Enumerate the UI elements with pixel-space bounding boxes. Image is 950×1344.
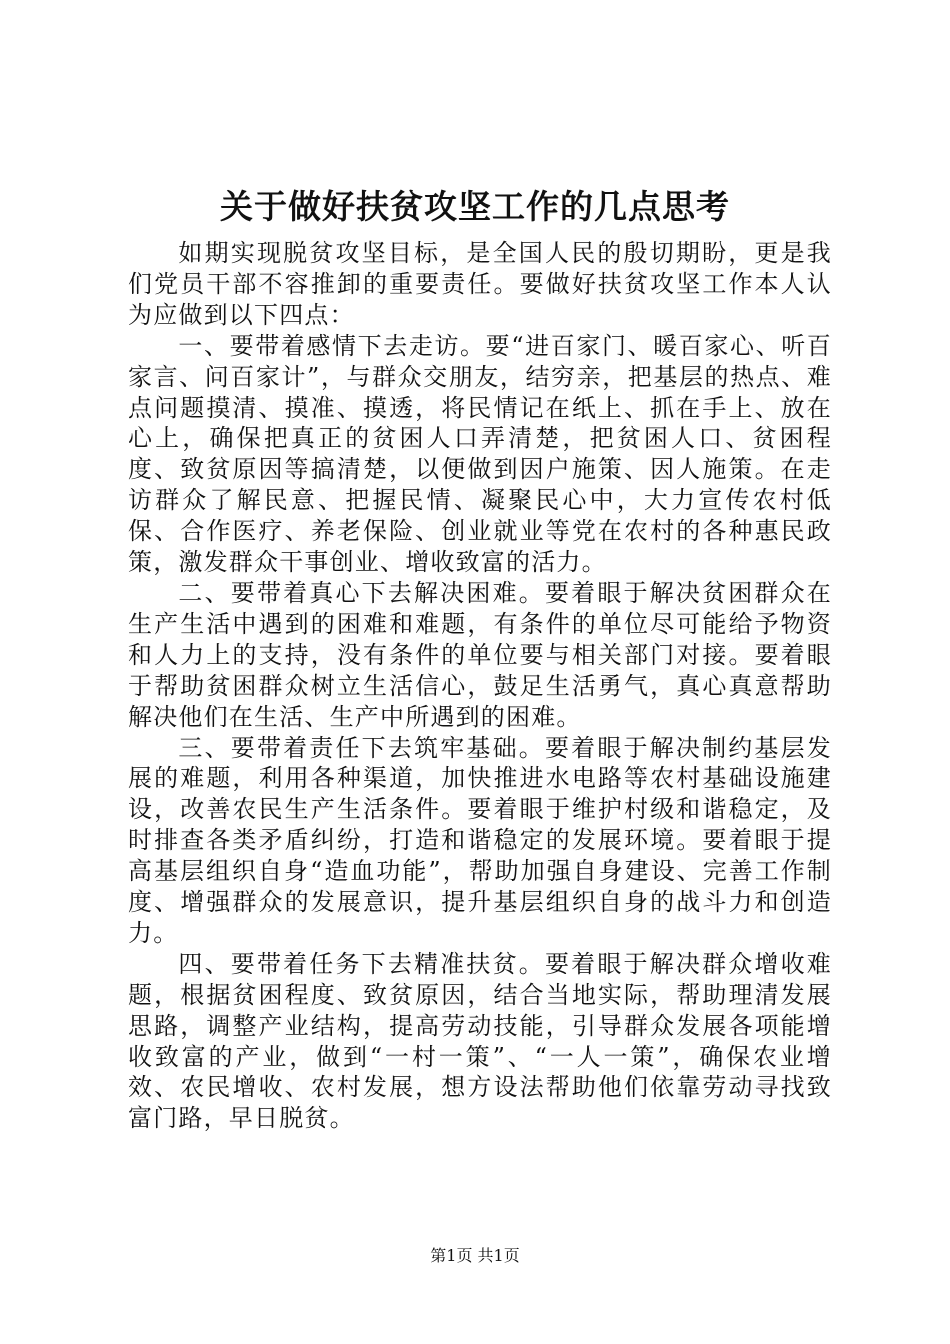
paragraph-point-1: 一、要带着感情下去走访。要“进百家门、暖百家心、听百家言、问百家计”，与群众交朋友，结穷亲，把基层的热点、难点问题摸清、摸准、摸透，将民情记在纸上、抓在手上、放在心上，确保把真正的贫困人口弄清楚，把贫困人口、贫困程度、致贫原因等搞清楚，以便做到因户施策、因人施策。在走访群众了解民意、把握民情、凝聚民心中，大力宣传农村低保、合作医疗、养老保险、创业就业等党在农村的各种惠民政策，激发群众干事创业、增收致富的活力。 [128,331,832,577]
paragraph-point-4: 四、要带着任务下去精准扶贫。要着眼于解决群众增收难题，根据贫困程度、致贫原因，结合当地实际，帮助理清发展思路，调整产业结构，提高劳动技能，引导群众发展各项能增收致富的产业，做到“一村一策”、“一人一策”，确保农业增效、农民增收、农村发展，想方设法帮助他们依靠劳动寻找致富门路，早日脱贫。 [128,949,832,1133]
document-title: 关于做好扶贫攻坚工作的几点思考 [220,187,730,226]
paragraph-intro: 如期实现脱贫攻坚目标，是全国人民的殷切期盼，更是我们党员干部不容推卸的重要责任。要做好扶贫攻坚工作本人认为应做到以下四点： [128,239,832,329]
paragraph-point-2: 二、要带着真心下去解决困难。要着眼于解决贫困群众在生产生活中遇到的困难和难题，有条件的单位尽可能给予物资和人力上的支持，没有条件的单位要与相关部门对接。要着眼于帮助贫困群众树立生活信心，鼓足生活勇气，真心真意帮助解决他们在生活、生产中所遇到的困难。 [128,578,832,731]
document-body [128,238,832,1134]
page-footer: 第1页 共1页 [430,1246,520,1265]
paragraph-point-3: 三、要带着责任下去筑牢基础。要着眼于解决制约基层发展的难题，利用各种渠道，加快推进水电路等农村基础设施建设，改善农民生产生活条件。要着眼于维护村级和谐稳定，及时排查各类矛盾纠纷，打造和谐稳定的发展环境。要着眼于提高基层组织自身“造血功能”，帮助加强自身建设、完善工作制度、增强群众的发展意识，提升基层组织自身的战斗力和创造力。 [128,733,832,947]
